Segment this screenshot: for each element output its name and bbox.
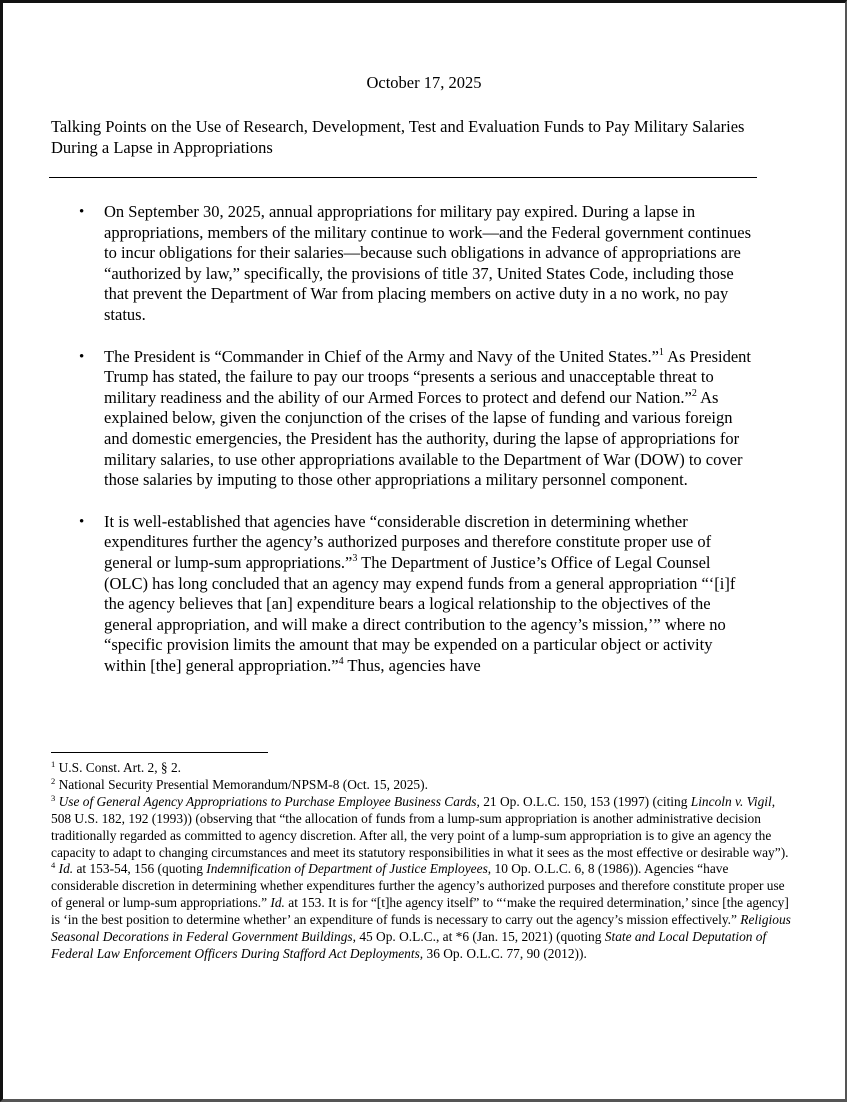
case-citation: Id.	[270, 895, 285, 911]
footnote-2	[51, 777, 791, 794]
footnote-text: , 45 Op. O.L.C., at *6 (Jan. 15, 2021) (quoting	[352, 929, 605, 945]
talking-point	[3, 512, 754, 677]
document-title: Talking Points on the Use of Research, Development, Test and Evaluation Funds to Pay Military Salaries During a Lapse in Appropriations	[51, 117, 745, 157]
bullet-icon: •	[79, 348, 85, 365]
case-citation: Use of General Agency Appropriations to Purchase Employee Business Cards	[58, 793, 477, 809]
document-date: October 17, 2025	[366, 73, 482, 92]
footnote-separator	[51, 752, 268, 753]
case-citation: Indemnification of Department of Justice Employees	[206, 861, 488, 877]
footnote-number: 2	[51, 775, 56, 786]
footnote-ref[interactable]: 2	[691, 387, 697, 399]
talking-point-text: The President is “Commander in Chief of the Army and Navy of the United States.”	[104, 346, 659, 366]
case-citation: Id.	[58, 861, 74, 877]
case-citation: State and Local Deputation of Federal Law Enforcement Officers During Stafford Act Deployments,	[51, 929, 767, 961]
footnote-1	[51, 760, 791, 777]
footnotes	[51, 760, 791, 963]
talking-point	[3, 347, 754, 491]
footnote-text: 36 Op. O.L.C. 77, 90 (2012)).	[423, 945, 587, 961]
footnote-ref[interactable]: 1	[658, 346, 664, 358]
footnote-number: 4	[51, 860, 56, 871]
talking-points-list	[3, 202, 845, 697]
footnote-4	[51, 861, 791, 962]
footnote-3	[51, 794, 791, 862]
bullet-icon: •	[79, 204, 85, 220]
footnote-number: 3	[51, 792, 56, 803]
footnote-text: U.S. Const. Art. 2, § 2.	[58, 760, 182, 775]
talking-point	[3, 202, 754, 326]
talking-point-text: Thus, agencies have	[343, 655, 481, 675]
footnote-text: at 153-54, 156 (quoting	[73, 861, 207, 877]
talking-point-text: On September 30, 2025, annual appropriations for military pay expired. During a lapse in appropriations, members of the military continue to work—and the Federal government continues to incur obligations for their salaries—because such obligations in advance of appropriations are “authorized by law,” specifically, the provisions of title 37, United States Code, including those that prevent the Department of War from placing members on active duty in a no work, no pay status.	[104, 202, 751, 324]
footnote-ref[interactable]: 4	[338, 655, 344, 667]
title-divider	[49, 177, 757, 178]
talking-point-text: As President Trump has stated, the failure to pay our troops “presents a serious and unacceptable threat to military readiness and the ability of our Armed Forces to protect and defend our Nation.”	[104, 346, 752, 407]
footnote-number: 1	[51, 759, 56, 769]
talking-point-text: It is well-established that agencies have “considerable discretion in determining whether expenditures further the agency’s authorized purposes and therefore constitute proper use of general or lump-sum appropriations.”	[104, 511, 712, 572]
talking-point-text: The Department of Justice’s Office of Legal Counsel (OLC) has long concluded that an agency may expend funds from a general appropriation “‘[i]f the agency believes that [an] expenditure bears a logical relationship to the objectives of the general appropriation, and will make a direct contribution to the agency’s mission,’” where no “specific provision limits the amount that may be expended on a particular object or activity within [the] general appropriation.”	[104, 552, 736, 675]
footnote-ref[interactable]: 3	[352, 552, 358, 564]
footnote-text: , 21 Op. O.L.C. 150, 153 (1997) (citing	[476, 793, 691, 809]
footnote-text: , 10 Op. O.L.C. 6, 8 (1986)). Agencies “have considerable discretion in determining whether expenditures further the agency’s authorized purposes and therefore constitute proper use of general or lump-sum appropriations.”	[51, 861, 785, 911]
footnote-text: , 508 U.S. 182, 192 (1993)) (observing that “the allocation of funds from a lump-sum appropriation is another administrative decision traditionally regarded as committed to agency discretion. After all, the very point of a lump-sum appropriation is to give an agency the capacity to adapt to changing circumstances and meet its statutory responsibilities in what it sees as the most effective or desirable way”).	[51, 793, 789, 860]
case-citation: Religious Seasonal Decorations in Federal Government Buildings	[51, 912, 791, 945]
footnote-text: National Security Presential Memorandum/NPSM-8 (Oct. 15, 2025).	[58, 776, 428, 792]
bullet-icon: •	[79, 513, 85, 530]
footnote-text: at 153. It is for “[t]he agency itself” to “‘make the required determination,’ since [the agency] is ‘in the best position to determine whether’ an expenditure of funds is necessary to carry out the agency’s mission effectively.”	[51, 895, 789, 928]
talking-point-text: As explained below, given the conjunction of the crises of the lapse of funding and various foreign and domestic emergencies, the President has the authority, during the lapse of appropriations for military salaries, to use other appropriations available to the Department of War (DOW) to cover those salaries by imputing to those other appropriations a military personnel component.	[104, 387, 743, 490]
case-citation: Lincoln v. Vigil	[690, 793, 772, 809]
